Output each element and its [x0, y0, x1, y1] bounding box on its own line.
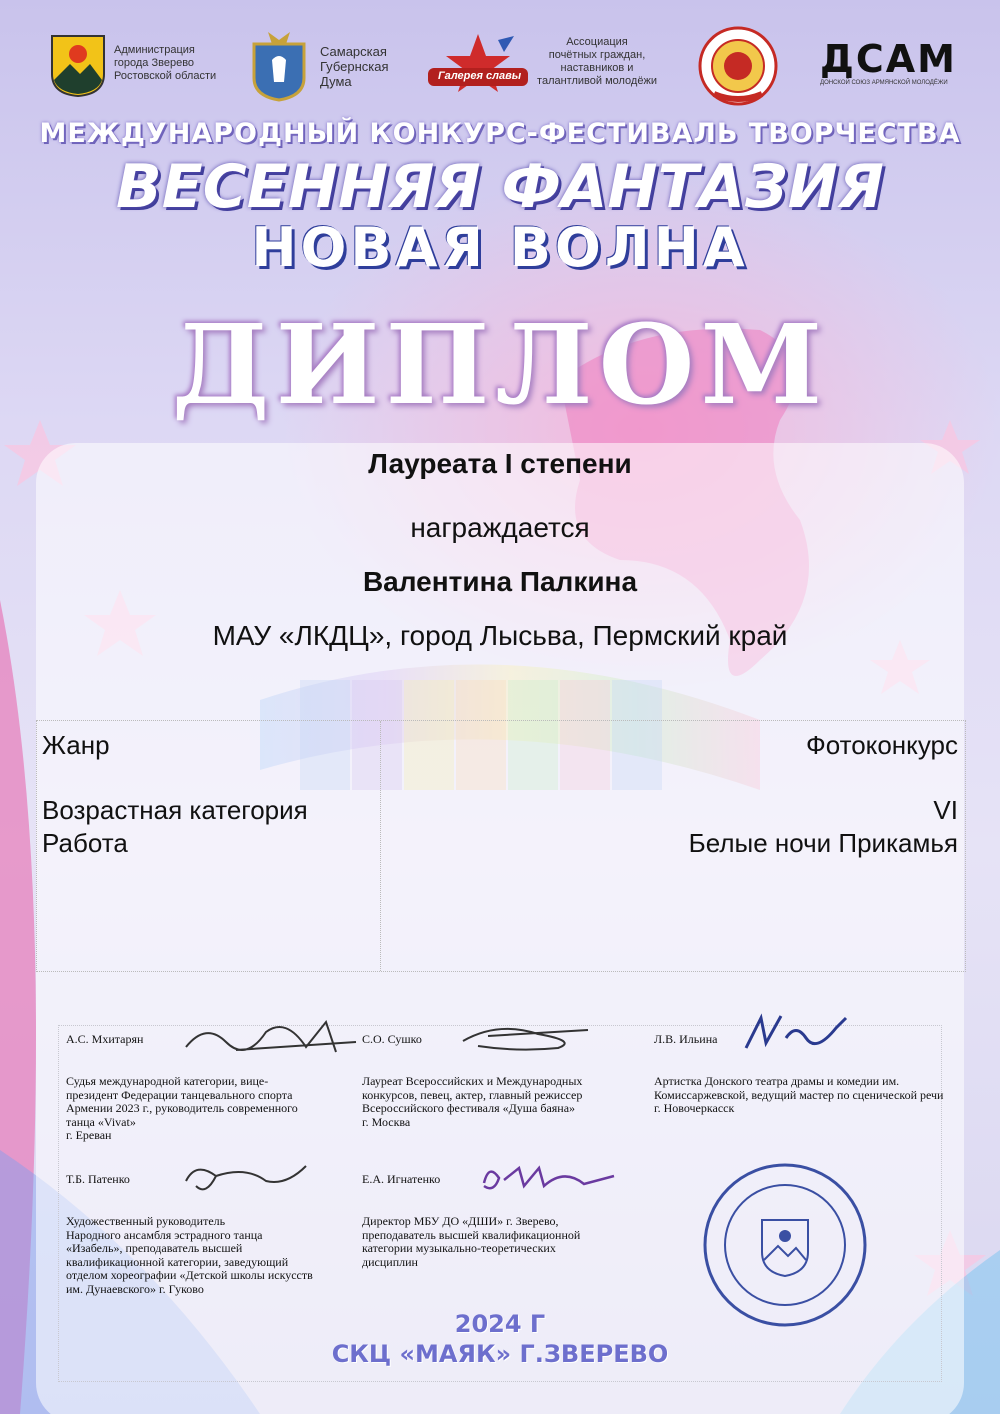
genre-label: Жанр: [42, 730, 110, 760]
genre-value: Фотоконкурс: [805, 730, 958, 760]
samara-logo-text: Самарская Губернская Дума: [320, 44, 389, 89]
festival-subtitle: НОВАЯ ВОЛНА: [251, 216, 749, 279]
samara-coat-of-arms-icon: [246, 30, 312, 107]
dsam-logo-text: ДОНСКОЙ СОЮЗ АРМЯНСКОЙ МОЛОДЁЖИ: [820, 80, 948, 86]
partner-logos: [0, 30, 1000, 110]
jury-name: А.С. Мхитарян: [66, 1032, 144, 1046]
diploma-title: ДИПЛОМ: [171, 300, 829, 429]
jury-name: С.О. Сушко: [362, 1032, 422, 1046]
star-gallery-logo-icon: [424, 32, 532, 105]
signature-icon: [176, 1156, 316, 1206]
army-culture-emblem-icon: [696, 24, 780, 113]
age-category-value: VI: [933, 795, 958, 825]
jury-description: Художественный руководитель Народного ансамбля эстрадного танца «Изабель», преподаватель высшей квалификационной категории, заведующий отделом хореографии «Детской школы искусств им. Дунаевского» г. Гуково: [66, 1214, 313, 1296]
recipient-organization: МАУ «ЛКДЦ», город Лысьва, Пермский край: [212, 620, 788, 651]
signature-icon: [176, 1012, 376, 1062]
jury-name: Т.Б. Патенко: [66, 1172, 130, 1186]
jury-description: Лауреат Всероссийских и Международных конкурсов, певец, актер, главный режиссер Всероссийского фестиваля «Душа баяна» г. Москва: [362, 1074, 583, 1129]
contest-subtitle: МЕЖДУНАРОДНЫЙ КОНКУРС-ФЕСТИВАЛЬ ТВОРЧЕСТВА: [39, 118, 961, 149]
jury-description: Директор МБУ ДО «ДШИ» г. Зверево, преподаватель высшей квалификационной категории музыкально-теоретических дисциплин: [362, 1214, 581, 1269]
jury-name: Е.А. Игнатенко: [362, 1172, 441, 1186]
seal-stamp-icon: [700, 1160, 870, 1330]
work-value: Белые ночи Прикамья: [688, 828, 958, 858]
recipient-name: Валентина Палкина: [362, 566, 638, 597]
award-awarded: награждается: [410, 512, 590, 543]
gallery-badge: Галерея славы: [438, 70, 522, 82]
jury-member: [362, 1172, 652, 1269]
jury-member: [654, 1032, 944, 1116]
age-category-label: Возрастная категория: [42, 795, 308, 825]
zverevo-logo-text: Администрация города Зверево Ростовской области: [114, 44, 217, 82]
signature-icon: [458, 1016, 598, 1056]
jury-description: Судья международной категории, вице- президент Федерации танцевального спорта Армении 2023 г., руководитель современного танца «Vivat» г. Ереван: [66, 1074, 298, 1142]
award-degree: Лауреата I степени: [368, 448, 632, 479]
dsam-logo: ДСАМ: [820, 37, 957, 81]
jury-name: Л.В. Ильина: [654, 1032, 718, 1046]
footer-place: СКЦ «МАЯК» Г.ЗВЕРЕВО: [331, 1340, 669, 1368]
dsam-logo-icon: [820, 37, 957, 86]
signature-icon: [474, 1158, 624, 1198]
festival-title: ВЕСЕННЯЯ ФАНТАЗИЯ: [115, 152, 885, 222]
details-divider: [380, 721, 381, 971]
jury-member: [362, 1032, 642, 1129]
jury-member: [66, 1032, 356, 1143]
jury-description: Артистка Донского театра драмы и комедии им. Комиссаржевской, ведущий мастер по сценической речи г. Новочеркасск: [654, 1074, 944, 1115]
zverevo-coat-of-arms-icon: [50, 34, 106, 103]
jury-member: [66, 1172, 366, 1296]
association-logo-text: Ассоциация почётных граждан, наставников и талантливой молодёжи: [537, 36, 657, 87]
footer-year: 2024 Г: [454, 1310, 546, 1338]
signature-icon: [736, 1008, 876, 1058]
work-label: Работа: [42, 828, 128, 858]
